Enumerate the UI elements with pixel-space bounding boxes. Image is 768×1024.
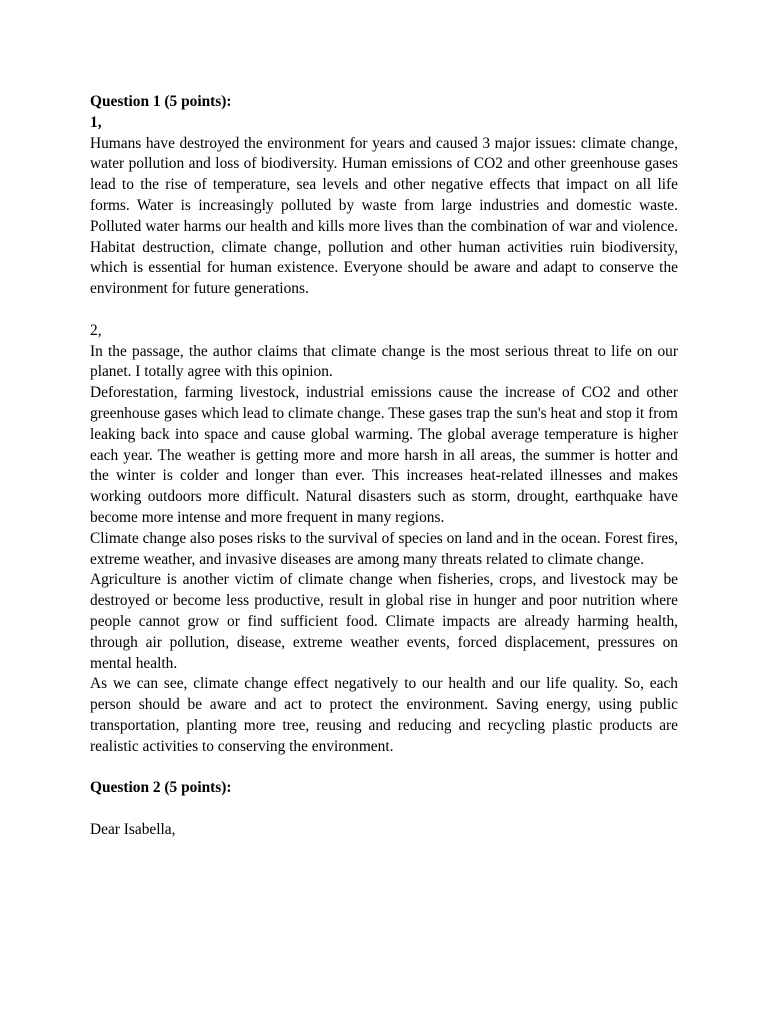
spacer <box>90 758 678 779</box>
question-1-part-2-label: 2, <box>90 321 102 339</box>
part-2-paragraph-causes: Deforestation, farming livestock, industrial emissions cause the increase of CO2 and other greenhouse gases which lead to climate change. These gases trap the sun's heat and stop it from leaking back into space and cause global warming. The global average temperature is higher each year. The weather is getting more and more harsh in all areas, the summer is hotter and the winter is colder and longer than ever. This increases heat-related illnesses and makes working outdoors more difficult. Natural disasters such as storm, drought, earthquake have become more intense and more frequent in many regions. <box>90 384 678 526</box>
letter-salutation: Dear Isabella, <box>90 820 176 838</box>
part-2-paragraph-agriculture: Agriculture is another victim of climate change when fisheries, crops, and livestock may be destroyed or become less productive, result in global rise in hunger and poor nutrition where people cannot grow or find sufficient food. Climate impacts are already harming health, through air pollution, disease, extreme weather events, forced displacement, pressures on mental health. <box>90 571 678 672</box>
spacer <box>90 799 678 820</box>
document-page <box>90 92 678 841</box>
question-1-part-1-label: 1, <box>90 113 102 131</box>
part-2-paragraph-conclusion: As we can see, climate change effect negatively to our health and our life quality. So, each person should be aware and act to protect the environment. Saving energy, using public transportation, planting more tree, reusing and reducing and recycling plastic products are realistic activities to conserving the environment. <box>90 675 678 755</box>
question-1-part-1-paragraph: Humans have destroyed the environment for years and caused 3 major issues: climate change, water pollution and loss of biodiversity. Human emissions of CO2 and other greenhouse gases lead to the rise of temperature, sea levels and other negative effects that impact on all life forms. Water is increasingly polluted by waste from large industries and domestic waste. Polluted water harms our health and kills more lives than the combination of war and violence. Habitat destruction, climate change, pollution and other human activities ruin biodiversity, which is essential for human existence. Everyone should be aware and adapt to conserve the environment for future generations. <box>90 134 678 298</box>
question-1-heading: Question 1 (5 points): <box>90 93 232 110</box>
part-2-paragraph-species: Climate change also poses risks to the survival of species on land and in the ocean. Forest fires, extreme weather, and invasive diseases are among many threats related to climate change. <box>90 529 678 568</box>
question-2-heading: Question 2 (5 points): <box>90 779 232 797</box>
part-2-paragraph-intro: In the passage, the author claims that climate change is the most serious threat to life on our planet. I totally agree with this opinion. <box>90 342 678 381</box>
spacer <box>90 300 678 321</box>
